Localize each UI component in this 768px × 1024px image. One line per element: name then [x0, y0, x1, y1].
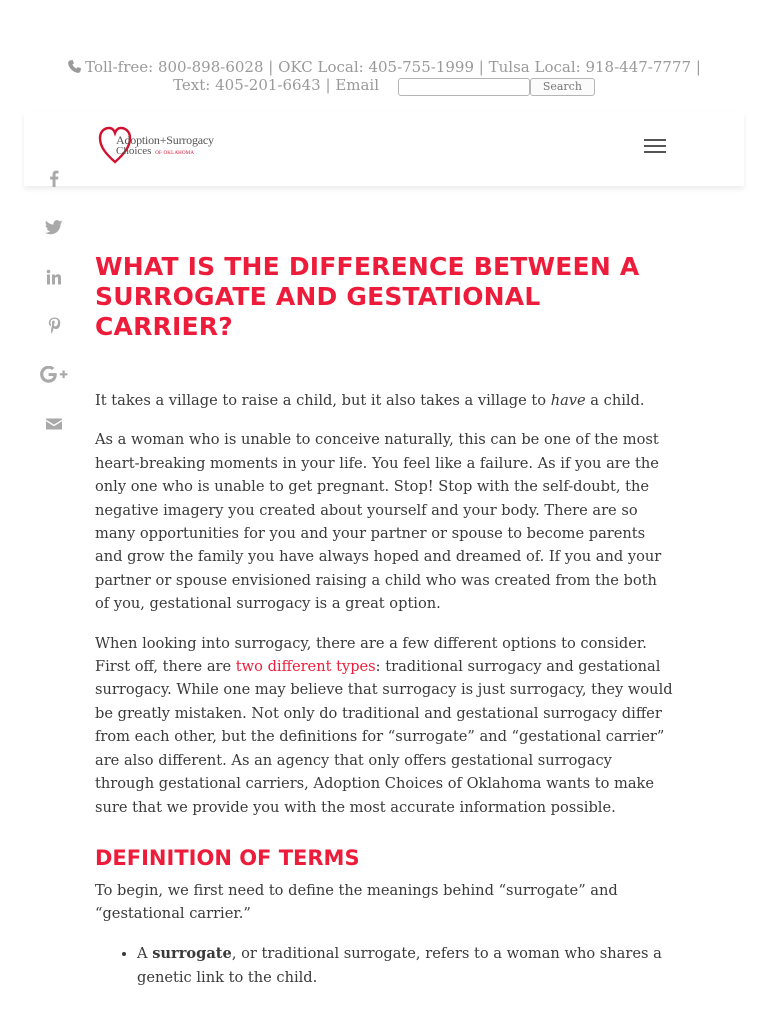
separator: |	[325, 76, 331, 94]
search-form	[398, 77, 595, 96]
list-item: • A surrogate, or traditional surrogate, refers to a woman who shares a genetic link to the child.	[137, 942, 675, 991]
search-button[interactable]: Search	[530, 78, 595, 96]
linkedin-icon[interactable]	[36, 258, 72, 294]
site-logo[interactable]	[98, 126, 214, 166]
tulsa-phone-link[interactable]: Tulsa Local: 918-447-7777	[488, 58, 692, 76]
hamburger-menu-icon[interactable]	[644, 139, 666, 155]
email-icon[interactable]	[36, 405, 72, 441]
page-title: WHAT IS THE DIFFERENCE BETWEEN A SURROGATE AND GESTATIONAL CARRIER?	[95, 252, 640, 341]
separator: |	[695, 58, 701, 76]
twitter-icon[interactable]	[36, 209, 72, 245]
article-body	[95, 389, 675, 991]
logo-text	[116, 135, 214, 159]
paragraph: As a woman who is unable to conceive naturally, this can be one of the most heart-breaking moments in your life. You feel like a failure. As if you are the only one who is unable to get pregnant. Stop! Stop with the self-doubt, the negative imagery you created about yourself and your body. There are so many opportunities for you and your partner or spouse to become parents and grow the family you have always hoped and dreamed of. If you and your partner or spouse envisioned raising a child who was created from the both of you, gestational surrogacy is a great option.	[95, 431, 662, 613]
paragraph: To begin, we first need to define the meanings behind “surrogate” and “gestational carrier.”	[95, 881, 618, 923]
facebook-icon[interactable]	[36, 160, 72, 196]
google-plus-icon[interactable]	[36, 356, 72, 392]
section-heading: DEFINITION OF TERMS	[95, 845, 360, 870]
okc-phone-link[interactable]: OKC Local: 405-755-1999	[278, 58, 475, 76]
phone-icon	[67, 59, 82, 74]
search-input[interactable]	[398, 78, 530, 96]
pinterest-icon[interactable]	[36, 307, 72, 343]
definition-list	[95, 942, 675, 991]
separator: |	[478, 58, 484, 76]
term-surrogate: surrogate	[152, 944, 232, 962]
logo-line-1: Adoption+Surrogacy	[116, 133, 214, 147]
tollfree-link[interactable]: Toll-free: 800-898-6028	[85, 58, 264, 76]
contact-line-2	[0, 76, 768, 96]
two-different-types-link[interactable]: two different types	[235, 658, 376, 676]
text-phone-link[interactable]: Text: 405-201-6643	[173, 76, 321, 94]
contact-line-1	[0, 58, 768, 76]
paragraph: When looking into surrogacy, there are a few different options to consider. First off, there are two different types: traditional surrogacy and gestational surrogacy. While one may believe that surrogacy is just surrogacy, they would be greatly mistaken. Not only do traditional and gestational surrogacy differ from each other, but the definitions for “surrogate” and “gestational carrier” are also different. As an agency that only offers gestational surrogacy through gestational carriers, Adoption Choices of Oklahoma wants to make sure that we provide you with the most accurate information possible.	[95, 634, 673, 816]
email-link[interactable]: Email	[335, 76, 380, 94]
separator: |	[268, 58, 274, 76]
logo-line-2: Choices OF OKLAHOMA	[116, 145, 195, 157]
paragraph: It takes a village to raise a child, but it also takes a village to have a child.	[95, 392, 645, 409]
contact-bar	[0, 58, 768, 96]
social-share-bar	[36, 160, 72, 454]
emphasis: have	[550, 392, 586, 409]
site-header	[24, 112, 744, 186]
